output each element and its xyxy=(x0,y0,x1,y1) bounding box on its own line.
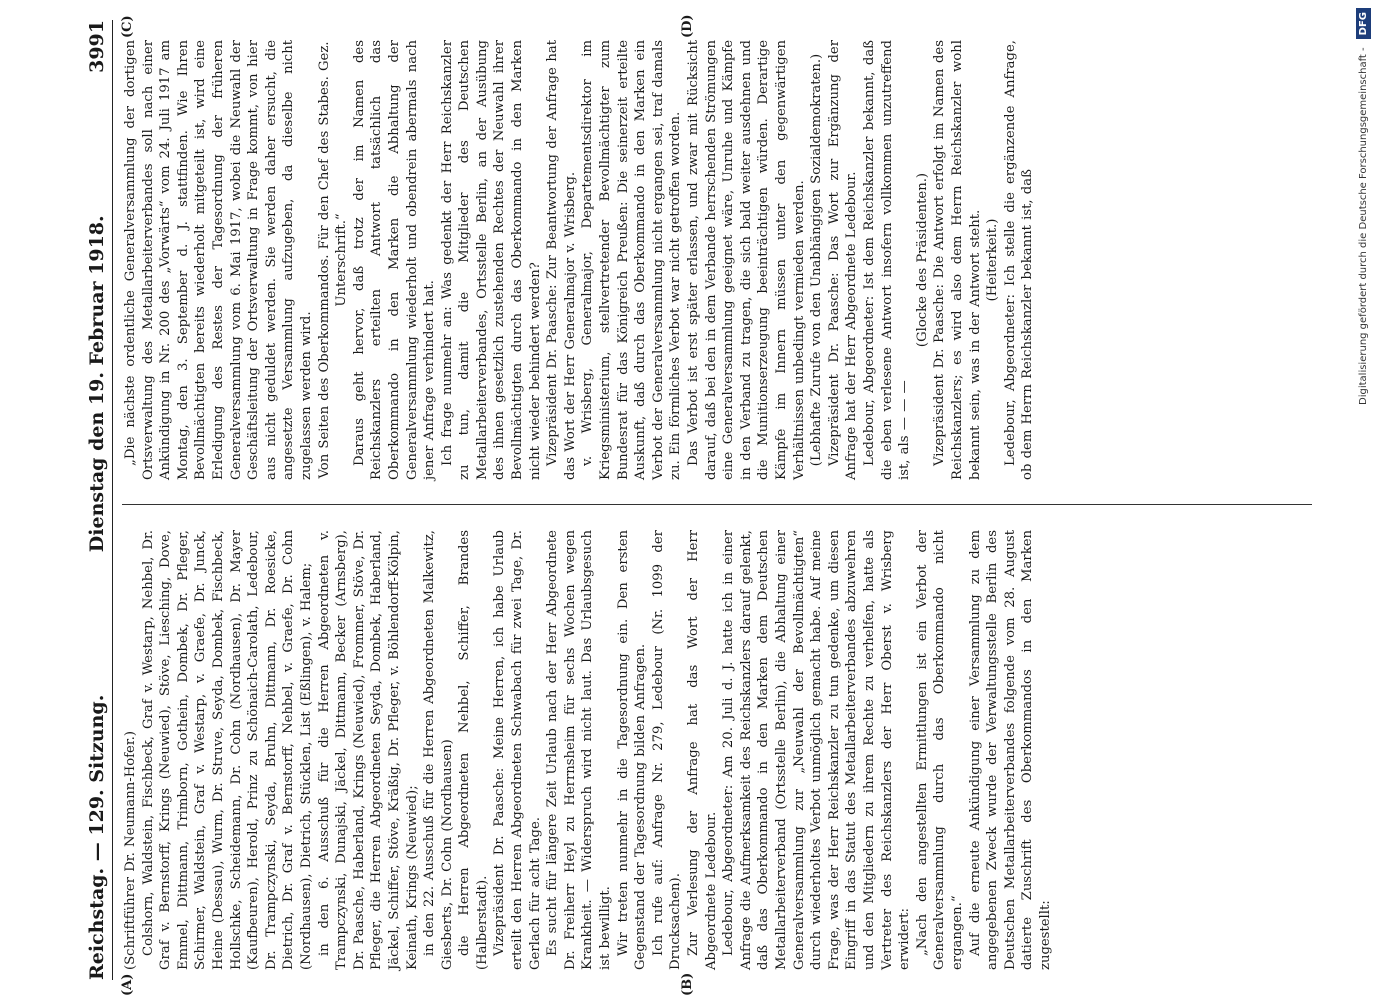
paragraph: Vizepräsident Dr. Paasche: Das Wort zur Ergänzung der Anfrage hat der Herr Abgeordnete Ledebour. xyxy=(826,40,860,480)
paragraph: (Schriftführer Dr. Neumann-Hofer.) xyxy=(123,730,138,970)
paragraph: Ich rufe auf: Anfrage Nr. 279, Ledebour (Nr. 1099 der Drucksachen). xyxy=(650,530,684,970)
rotated-page xyxy=(60,0,1340,1000)
header-left: Reichstag. — 129. Sitzung. xyxy=(86,694,108,980)
paragraph: „Die nächste ordentliche Generalversammlung der dortigen Ortsverwaltung des Metallarbeiterverbandes soll nach einer Ankündigung in Nr. 200 des „Vorwärts“ vom 24. Juli 1917 am Montag, den 3. September d. J. stattfinden. Wie Ihren Bevollmächtigten bereits wiederholt mitgeteilt ist, wird eine Erledigung des Restes der Tagesordnung der früheren Generalversammlung vom 6. Mai 1917, wobei die Neuwahl der Geschäftsleitung der Ortsverwaltung in Frage kommt, von hier aus nicht geduldet werden. Sie werden daher ersucht, die angesetzte Versammlung aufzugeben, da dieselbe nicht zugelassen werden wird. xyxy=(123,40,314,480)
paragraph: (Lebhafte Zurufe von den Unabhängigen Sozialdemokraten.) xyxy=(809,53,825,467)
paragraph: Vizepräsident Dr. Paasche: Die Antwort erfolgt im Namen des Reichskanzlers; es wird also dem Herrn Reichskanzler wohl bekannt sein, was in der Antwort steht. xyxy=(932,40,983,480)
paragraph: in den 22. Ausschuß für die Herren Abgeordneten Malkewitz, Giesberts, Dr. Cohn (Nordhausen) xyxy=(422,530,455,970)
right-column xyxy=(122,40,1037,480)
dfg-logo: DFG xyxy=(1356,8,1371,39)
paragraph: Das Verbot ist erst später erlassen, und zwar mit Rücksicht darauf, daß bei den in dem Verbande herrschenden Strömungen eine Generalversammlung geeignet wäre, Unruhe und Kämpfe in den Verband zu tragen, die sich bald weiter ausdehnen und die Munitionserzeugung beeinträchtigen würden. Derartige Kämpfe im Innern müssen unter den gegenwärtigen Verhältnissen unbedingt vermieden werden. xyxy=(686,40,807,480)
paragraph: Von Seiten des Oberkommandos. Für den Chef des Stabes. Gez. Unterschrift.“ xyxy=(316,41,350,479)
page-header xyxy=(82,20,113,980)
paragraph: (Glocke des Präsidenten.) xyxy=(914,172,930,348)
paragraph: Vizepräsident Dr. Paasche: Zur Beantwortung der Anfrage hat das Wort der Herr Generalmajor v. Wrisberg. xyxy=(545,40,578,480)
paragraph: Wir treten nunmehr in die Tagesordnung ein. Den ersten Gegenstand der Tagesordnung bilden Anfragen. xyxy=(615,530,649,970)
paragraph: Vizepräsident Dr. Paasche: Meine Herren, ich habe Urlaub erteilt den Herren Abgeordneten Schwabach für zwei Tage, Dr. Gerlach für acht Tage. xyxy=(492,530,543,970)
paragraph: Ledebour, Abgeordneter: Ist dem Reichskanzler bekannt, daß die eben verlesene Antwort insofern vollkommen unzutreffend ist, als — — — xyxy=(861,40,913,480)
marker-a: (A) xyxy=(120,973,135,996)
paragraph: (Heiterkeit.) xyxy=(985,218,1001,302)
paragraph: Ledebour, Abgeordneter: Am 20. Juli d. J. hatte ich in einer Anfrage die Aufmerksamkeit des Reichskanzlers darauf gelenkt, daß das Oberkommando in den Marken dem Deutschen Metallarbeiterverband (Ortsstelle Berlin), die Abhaltung einer Generalversammlung zur „Neuwahl der Bevollmächtigten“ durch wiederholtes Verbot unmöglich gemacht habe. Auf meine Frage, was der Herr Reichskanzler zu tun gedenke, um diesen Eingriff in das Statut des Metallarbeiterverbandes abzuwehren und den Mitgliedern zu ihrem Rechte zu verhelfen, hatte als Vertreter des Reichskanzlers der Herr Oberst v. Wrisberg erwidert: xyxy=(721,530,913,970)
paragraph: Colshorn, Waldstein, Fischbeck, Graf v. Westarp, Nehbel, Dr. Graf v. Bernstorff, Krings (Neuwied), Stöve, Liesching, Dove, Emmel, Dittmann, Trimborn, Gothein, Dombek, Dr. Pfleger, Schirmer, Waldstein, Graf v. Westarp, v. Graefe, Dr. Junck, Heine (Dessau), Wurm, Dr. Struve, Seyda, Dombek, Fischbeck, Hollschke, Scheidemann, Dr. Cohn (Nordhausen), Dr. Mayer (Kaufbeuren), Herold, Prinz zu Schönaich-Carolath, Ledebour, Dr. Trampczynski, Seyda, Bruhn, Dittmann, Dr. Roesicke, Dietrich, Dr. Graf v. Bernstorff, Nehbel, v. Graefe, Dr. Cohn (Nordhausen), Dietrich, Stücklen, List (Eßlingen), v. Halem; xyxy=(140,530,314,970)
paragraph: in den 6. Ausschuß für die Herren Abgeordneten v. Trampczynski, Dunajski, Jäckel, Dittmann, Becker (Arnsberg), Dr. Paasche, Haberland, Krings (Neuwied), Frommer, Stöve, Dr. Pfleger, die Herren Abgeordneten Seyda, Dombek, Haberland, Jäckel, Schiffer, Stöve, Kräßig, Dr. Pfleger, v. Böhlendorff-Kölpin, Keinath, Krings (Neuwied); xyxy=(316,530,420,970)
paragraph: Zur Verlesung der Anfrage hat das Wort der Herr Abgeordnete Ledebour. xyxy=(686,530,719,970)
watermark-text: Digitalisierung gefördert durch die Deutsche Forschungsgemeinschaft - xyxy=(1357,47,1369,405)
paragraph: Ich frage nunmehr an: Was gedenkt der Herr Reichskanzler zu tun, damit die Mitglieder des Deutschen Metallarbeiterverbandes, Ortsstelle Berlin, an der Ausübung des ihnen gesetzlich zustehenden Rechtes der Neuwahl ihrer Bevollmächtigten durch das Oberkommando in den Marken nicht wieder behindert werden? xyxy=(439,40,543,480)
left-column xyxy=(122,530,1054,970)
paragraph: Ledebour, Abgeordneter: Ich stelle die ergänzende Anfrage, ob dem Herrn Reichskanzler bekannt ist, daß xyxy=(1002,40,1036,480)
header-date: Dienstag den 19. Februar 1918. xyxy=(86,215,108,553)
marker-d: (D) xyxy=(680,14,695,38)
column-divider xyxy=(122,504,1312,505)
paragraph: „Nach den angestellten Ermittlungen ist ein Verbot der Generalversammlung durch das Oberkommando nicht ergangen.“ xyxy=(914,530,965,970)
paragraph: Daraus geht hervor, daß trotz der im Namen des Reichskanzlers erteilten Antwort tatsächlich das Oberkommando in den Marken die Abhaltung der Generalversammlung wiederholt und obendrein abermals nach jener Anfrage verhindert hat. xyxy=(351,40,438,480)
paragraph: v. Wrisberg, Generalmajor, Departementsdirektor im Kriegsministerium, stellvertretender Bevollmächtigter zum Bundesrat für das Königreich Preußen: Die seinerzeit erteilte Auskunft, daß durch das Oberkommando in den Marken ein Verbot der Generalversammlung nicht ergangen sei, traf damals zu. Ein förmliches Verbot war nicht getroffen worden. xyxy=(580,40,684,480)
paragraph: Auf die erneute Ankündigung einer Versammlung zu dem angegebenen Zweck wurde der Verwaltungsstelle Berlin des Deutschen Metallarbeiterverbandes folgende vom 28. August datierte Zuschrift des Oberkommandos in den Marken zugestellt: xyxy=(967,530,1053,970)
page-number: 3991 xyxy=(86,20,108,73)
marker-c: (C) xyxy=(120,15,135,38)
dfg-watermark xyxy=(1348,8,1378,992)
paragraph: Es sucht für längere Zeit Urlaub nach der Herr Abgeordnete Dr. Freiherr Heyl zu Herrnsheim für sechs Wochen wegen Krankheit. — Widerspruch wird nicht laut. Das Urlaubsgesuch ist bewilligt. xyxy=(545,530,614,970)
marker-b: (B) xyxy=(680,972,695,996)
paragraph: die Herren Abgeordneten Nehbel, Schiffer, Brandes (Halberstadt). xyxy=(457,530,490,970)
